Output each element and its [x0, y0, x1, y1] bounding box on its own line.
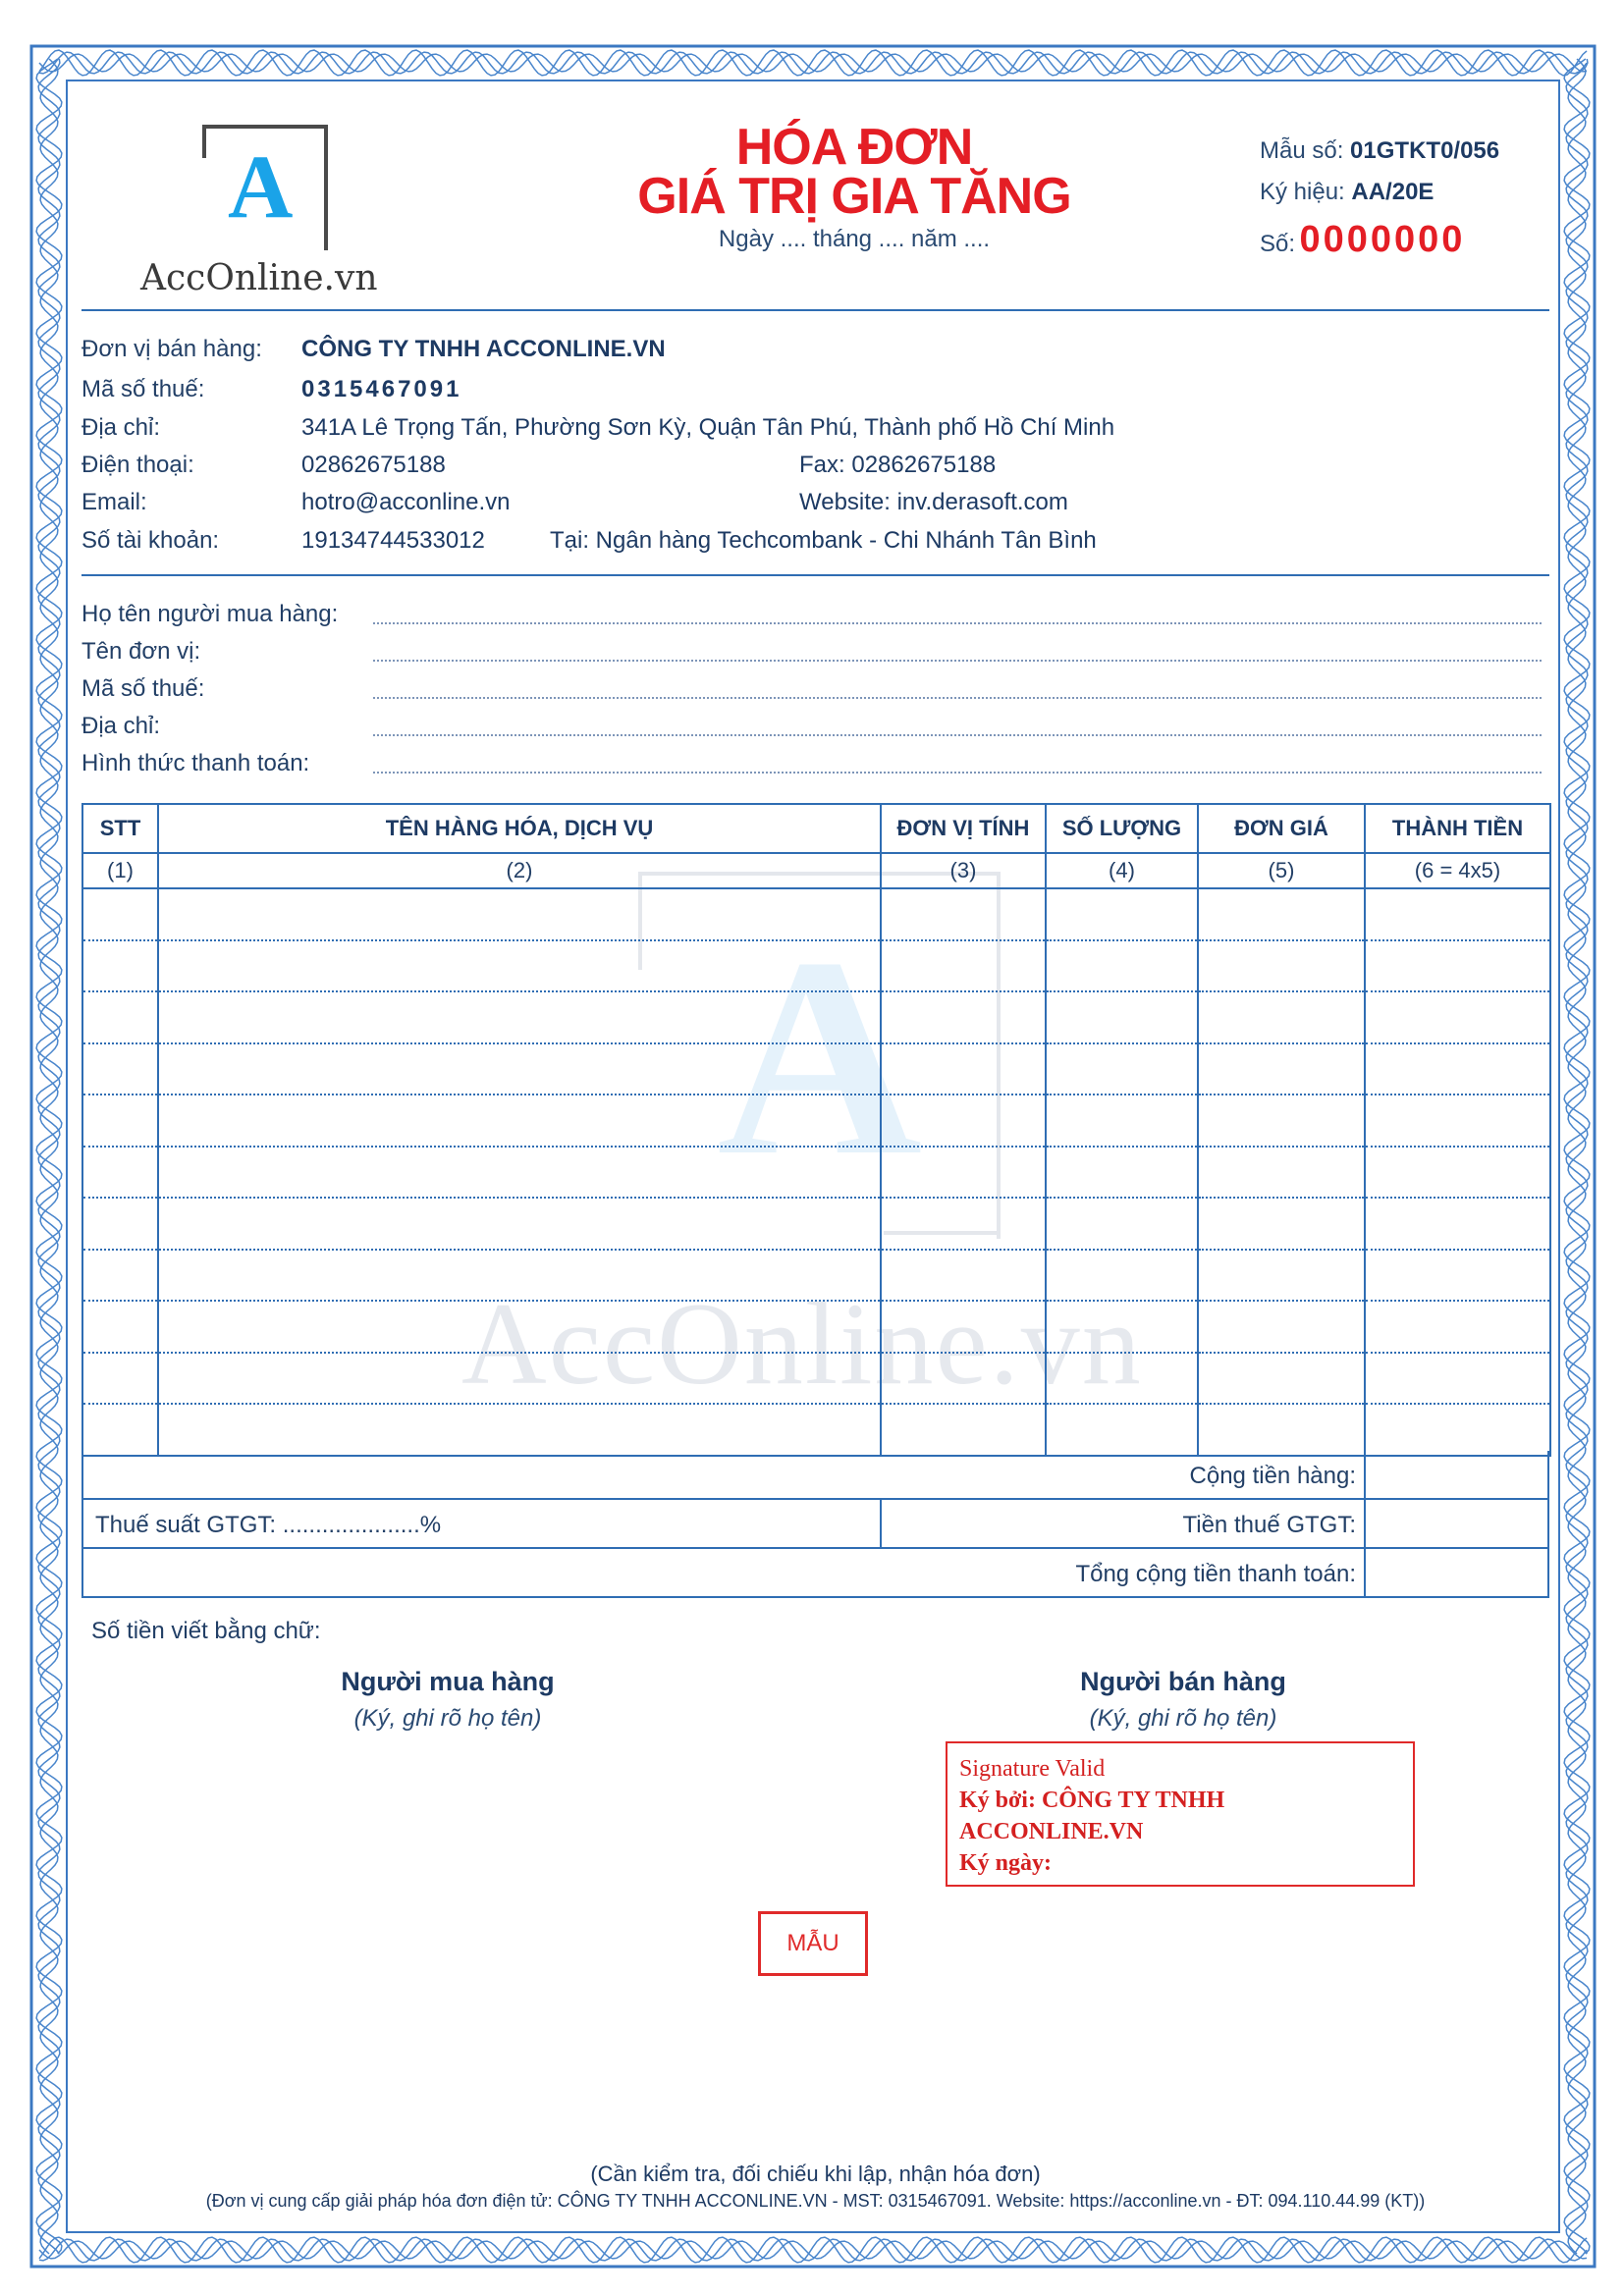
table-cell	[1365, 1353, 1550, 1405]
buyer-signature-note: (Ký, ghi rõ họ tên)	[353, 1705, 542, 1732]
buyer-address-label: Địa chỉ:	[81, 713, 161, 739]
table-cell	[82, 1301, 158, 1353]
table-row	[82, 1147, 1550, 1199]
col-header-amount: THÀNH TIỀN	[1365, 804, 1550, 853]
seller-phone-label: Điện thoại:	[81, 452, 194, 478]
table-cell	[82, 1250, 158, 1302]
table-cell	[158, 1353, 881, 1405]
subtotal-label: Cộng tiền hàng:	[1189, 1463, 1356, 1489]
seller-address-label: Địa chỉ:	[81, 414, 161, 441]
table-cell	[1365, 888, 1550, 940]
table-cell	[881, 1147, 1046, 1199]
table-row	[82, 888, 1550, 940]
sample-stamp: MẪU	[758, 1911, 868, 1976]
digital-signature-box	[946, 1741, 1415, 1887]
vat-amount-value-cell	[1364, 1500, 1549, 1547]
signature-valid-text: Signature Valid	[959, 1756, 1106, 1782]
table-cell	[82, 1147, 158, 1199]
table-cell	[1198, 991, 1365, 1043]
item-rows	[82, 888, 1550, 1456]
table-cell	[82, 888, 158, 940]
buyer-signature-title: Người mua hàng	[341, 1667, 555, 1696]
subtotal-value-cell	[1364, 1451, 1549, 1498]
col-header-price: ĐƠN GIÁ	[1198, 804, 1365, 853]
table-cell	[1046, 1404, 1198, 1456]
table-cell	[1365, 1147, 1550, 1199]
table-cell	[1365, 1404, 1550, 1456]
seller-name-label: Đơn vị bán hàng:	[81, 336, 262, 362]
table-cell	[1046, 1147, 1198, 1199]
table-cell	[1365, 1043, 1550, 1095]
col-number: (5)	[1198, 853, 1365, 888]
table-cell	[1365, 991, 1550, 1043]
footer-note: (Cần kiểm tra, đối chiếu khi lập, nhận hóa đơn)	[590, 2162, 1041, 2186]
invoice-number-label: Số:	[1260, 231, 1296, 257]
buyer-unit-label: Tên đơn vị:	[81, 638, 201, 665]
table-cell	[881, 888, 1046, 940]
table-cell	[1046, 991, 1198, 1043]
buyer-payment-label: Hình thức thanh toán:	[81, 750, 310, 776]
table-cell	[1365, 1250, 1550, 1302]
table-cell	[1365, 940, 1550, 992]
seller-account-value: 19134744533012	[301, 527, 485, 554]
watermark-letter: A	[717, 899, 923, 1214]
seller-account-label: Số tài khoản:	[81, 527, 220, 554]
table-cell	[881, 1043, 1046, 1095]
table-cell	[82, 940, 158, 992]
table-cell	[1046, 1250, 1198, 1302]
col-header-stt: STT	[82, 804, 158, 853]
invoice-number-value: 0000000	[1299, 219, 1466, 260]
table-cell	[158, 1404, 881, 1456]
logo-frame-left	[202, 125, 206, 158]
table-cell	[82, 1198, 158, 1250]
table-cell	[158, 940, 881, 992]
seller-name-value: CÔNG TY TNHH ACCONLINE.VN	[301, 336, 666, 362]
grand-total-label: Tổng cộng tiền thanh toán:	[1075, 1561, 1356, 1587]
table-row	[82, 1250, 1550, 1302]
table-cell	[82, 1095, 158, 1147]
table-cell	[82, 1043, 158, 1095]
invoice-title-line2: GIÁ TRỊ GIA TĂNG	[637, 168, 1071, 225]
table-cell	[1198, 1147, 1365, 1199]
grand-total-value-cell	[1364, 1549, 1549, 1596]
items-table	[81, 803, 1551, 1457]
table-cell	[1198, 1404, 1365, 1456]
divider-top	[81, 309, 1549, 311]
table-cell	[158, 1198, 881, 1250]
table-cell	[881, 1301, 1046, 1353]
table-row	[82, 1043, 1550, 1095]
buyer-tax-label: Mã số thuế:	[81, 675, 205, 702]
table-cell	[158, 1301, 881, 1353]
table-cell	[1365, 1301, 1550, 1353]
table-cell	[1046, 888, 1198, 940]
watermark-brand: AccOnline.vn	[461, 1278, 1143, 1409]
table-number-row	[82, 853, 1550, 888]
vat-divider	[880, 1500, 882, 1547]
table-cell	[1198, 1043, 1365, 1095]
table-row	[82, 1198, 1550, 1250]
signed-date-text: Ký ngày:	[959, 1850, 1053, 1876]
table-cell	[1365, 1198, 1550, 1250]
col-header-quantity: SỐ LƯỢNG	[1046, 804, 1198, 853]
table-cell	[1198, 940, 1365, 992]
table-cell	[1046, 1301, 1198, 1353]
table-row	[82, 1301, 1550, 1353]
seller-tax-value: 0315467091	[301, 376, 462, 402]
table-row	[82, 1404, 1550, 1456]
seller-email-value: hotro@acconline.vn	[301, 489, 511, 515]
signed-by-text: Ký bởi: CÔNG TY TNHH	[959, 1788, 1225, 1813]
seller-email-label: Email:	[81, 489, 147, 515]
table-cell	[881, 1404, 1046, 1456]
col-number: (2)	[158, 853, 881, 888]
table-row	[82, 1095, 1550, 1147]
table-cell	[158, 1250, 881, 1302]
seller-bank: Tại: Ngân hàng Techcombank - Chi Nhánh Tân Bình	[550, 527, 1097, 554]
signed-by-company: ACCONLINE.VN	[959, 1819, 1144, 1844]
buyer-unit-line	[373, 660, 1542, 662]
form-number-value: 01GTKT0/056	[1350, 137, 1500, 164]
vat-rate-label: Thuế suất GTGT: .....................%	[95, 1512, 442, 1538]
seller-phone-value: 02862675188	[301, 452, 446, 478]
serial-symbol-value: AA/20E	[1351, 179, 1435, 205]
table-cell	[158, 1147, 881, 1199]
col-number: (1)	[82, 853, 158, 888]
table-header-row	[82, 804, 1550, 853]
table-cell	[1198, 1353, 1365, 1405]
invoice-date-line: Ngày .... tháng .... năm ....	[718, 226, 991, 252]
table-row	[82, 991, 1550, 1043]
table-cell	[1198, 1095, 1365, 1147]
seller-signature-title: Người bán hàng	[1080, 1667, 1286, 1696]
footer-provider: (Đơn vị cung cấp giải pháp hóa đơn điện tử: CÔNG TY TNHH ACCONLINE.VN - MST: 0315467091. Website: https://acconline.vn - ĐT: 094.110.44.99 (KT))	[205, 2191, 1426, 2211]
seller-address-value: 341A Lê Trọng Tấn, Phường Sơn Kỳ, Quận Tân Phú, Thành phố Hồ Chí Minh	[301, 414, 1115, 441]
table-cell	[1046, 940, 1198, 992]
seller-fax: Fax: 02862675188	[799, 452, 997, 478]
col-header-unit: ĐƠN VỊ TÍNH	[881, 804, 1046, 853]
table-cell	[158, 888, 881, 940]
table-cell	[1046, 1353, 1198, 1405]
vat-amount-label: Tiền thuế GTGT:	[1182, 1512, 1356, 1538]
buyer-tax-line	[373, 697, 1542, 699]
serial-symbol-label: Ký hiệu:	[1260, 179, 1345, 205]
grand-total-row	[81, 1549, 1549, 1598]
table-cell	[158, 1043, 881, 1095]
table-cell	[158, 1095, 881, 1147]
form-number	[1260, 137, 1499, 165]
amount-in-words-label: Số tiền viết bằng chữ:	[91, 1618, 321, 1644]
table-row	[82, 940, 1550, 992]
buyer-name-line	[373, 622, 1542, 624]
vat-row	[81, 1500, 1549, 1549]
table-cell	[1198, 888, 1365, 940]
logo-brand: AccOnline.vn	[140, 258, 378, 298]
table-cell	[1198, 1250, 1365, 1302]
table-cell	[881, 1250, 1046, 1302]
table-cell	[1046, 1043, 1198, 1095]
table-cell	[82, 1353, 158, 1405]
table-row	[82, 1353, 1550, 1405]
buyer-payment-line	[373, 772, 1542, 774]
subtotal-row	[81, 1451, 1549, 1500]
col-number: (6 = 4x5)	[1365, 853, 1550, 888]
divider-middle	[81, 574, 1549, 576]
col-number: (4)	[1046, 853, 1198, 888]
serial-symbol	[1260, 179, 1434, 206]
table-cell	[158, 991, 881, 1043]
table-cell	[1046, 1198, 1198, 1250]
col-header-item: TÊN HÀNG HÓA, DỊCH VỤ	[158, 804, 881, 853]
invoice-title-line1: HÓA ĐƠN	[735, 119, 973, 176]
invoice-number	[1260, 219, 1465, 261]
form-number-label: Mẫu số:	[1260, 137, 1344, 164]
buyer-address-line	[373, 734, 1542, 736]
table-cell	[881, 1353, 1046, 1405]
table-cell	[1365, 1095, 1550, 1147]
col-number: (3)	[881, 853, 1046, 888]
buyer-name-label: Họ tên người mua hàng:	[81, 601, 339, 627]
table-cell	[1198, 1198, 1365, 1250]
logo-letter: A	[228, 136, 294, 237]
table-cell	[881, 1095, 1046, 1147]
seller-website: Website: inv.derasoft.com	[799, 489, 1068, 515]
seller-tax-label: Mã số thuế:	[81, 376, 205, 402]
table-cell	[881, 1198, 1046, 1250]
table-cell	[881, 940, 1046, 992]
seller-signature-note: (Ký, ghi rõ họ tên)	[1089, 1705, 1277, 1732]
table-cell	[881, 991, 1046, 1043]
table-cell	[1046, 1095, 1198, 1147]
table-cell	[1198, 1301, 1365, 1353]
table-cell	[82, 991, 158, 1043]
table-cell	[82, 1404, 158, 1456]
